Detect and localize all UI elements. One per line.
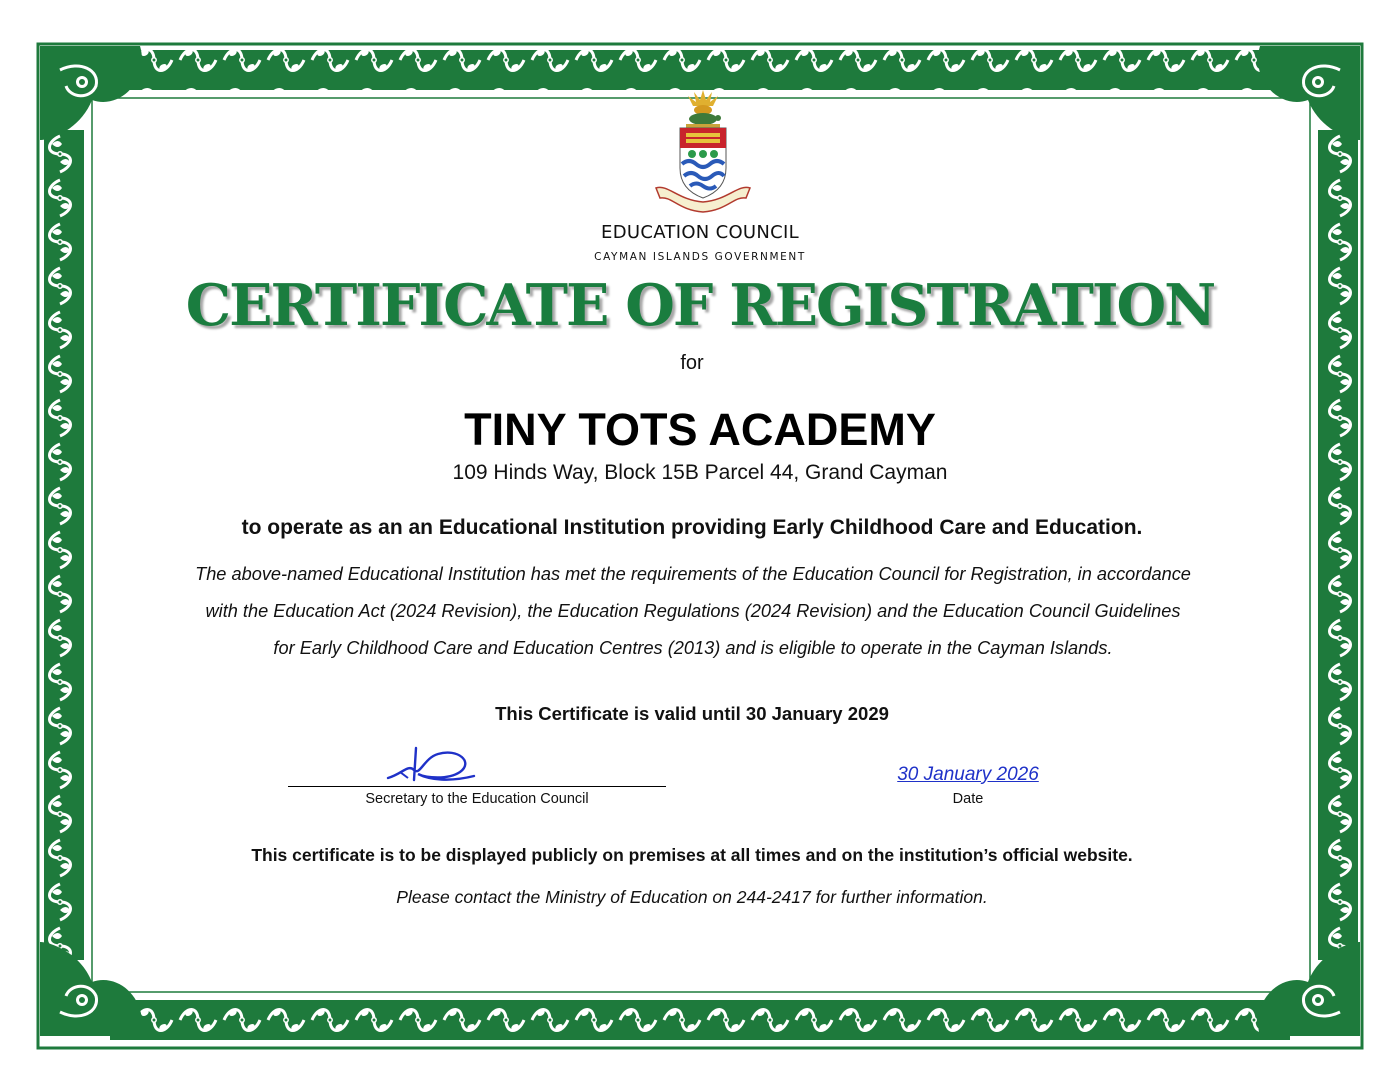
corner-ornament-bottom-left: [40, 942, 142, 1036]
council-name: EDUCATION COUNCIL: [601, 222, 799, 243]
body-line-1: The above-named Educational Institution has met the requirements of the Education Council for Registration, in accordance: [195, 564, 1191, 584]
corner-ornament-top-right: [1258, 46, 1360, 140]
council-subtitle: CAYMAN ISLANDS GOVERNMENT: [594, 251, 806, 263]
date-label: Date: [952, 791, 984, 807]
handwritten-signature: [378, 744, 478, 790]
for-label: for: [680, 352, 704, 374]
issue-date[interactable]: 30 January 2026: [897, 764, 1039, 785]
display-notice: This certificate is to be displayed publicly on premises at all times and on the institution’s official website.: [251, 845, 1133, 865]
body-line-2: with the Education Act (2024 Revision), the Education Regulations (2024 Revision) and the Education Council Guidelines: [205, 601, 1181, 621]
registration-body: [105, 556, 1281, 667]
corner-ornament-bottom-right: [1258, 942, 1360, 1036]
contact-notice: Please contact the Ministry of Education on 244-2417 for further information.: [396, 887, 988, 907]
signatory-label: Secretary to the Education Council: [365, 791, 589, 807]
validity-statement: This Certificate is valid until 30 January 2029: [495, 703, 889, 724]
corner-ornament-top-left: [40, 46, 142, 140]
body-line-3: for Early Childhood Care and Education Centres (2013) and is eligible to operate in the Cayman Islands.: [273, 638, 1113, 658]
coat-of-arms-icon: [648, 88, 758, 216]
institution-name: TINY TOTS ACADEMY: [464, 404, 936, 455]
operate-statement: to operate as an an Educational Institution providing Early Childhood Care and Education.: [241, 516, 1143, 539]
institution-address: 109 Hinds Way, Block 15B Parcel 44, Grand Cayman: [452, 461, 948, 484]
certificate-title: CERTIFICATE OF REGISTRATION: [185, 272, 1215, 339]
signature-line: [288, 786, 666, 788]
